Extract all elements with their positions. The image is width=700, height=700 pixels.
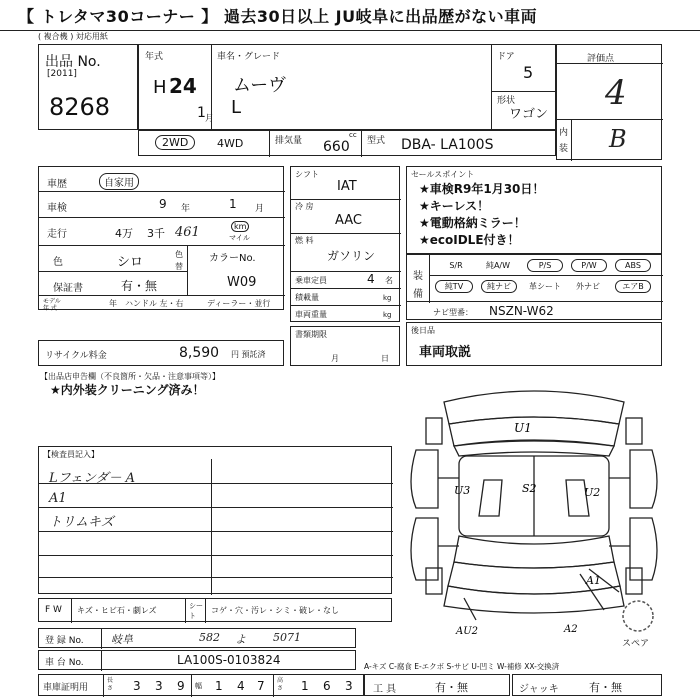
displacement-label: 排気量: [275, 136, 303, 146]
cooling-value: AAC: [335, 213, 362, 228]
fw-text-2: コゲ・穴・汚レ・シミ・破レ・なし: [211, 606, 339, 615]
equip-aw: 純A/W: [485, 261, 511, 270]
reg-box: [38, 628, 356, 648]
docs-box: [290, 326, 400, 366]
color-change-2: 替: [175, 262, 183, 271]
color-change-1: 色: [175, 250, 183, 259]
interior-label-1: 内: [559, 128, 569, 138]
navi-label: ナビ型番：: [433, 308, 473, 317]
legend: A-キズ C-腐食 E-エクボ S-サビ U-凹ミ W-補修 XX-交換済: [364, 662, 560, 671]
fuel-value: ガソリン: [327, 249, 376, 263]
fw-box: [38, 598, 392, 622]
jack-box: [512, 674, 662, 696]
selling-point-4: ★ecoIDLE付き！: [419, 233, 520, 247]
inspector-box: [38, 446, 392, 594]
mileage-label: 走行: [47, 229, 67, 240]
interior-label-2: 装: [559, 144, 569, 154]
selling-points-label: セールスポイント: [411, 170, 475, 179]
tools-box: [364, 674, 510, 696]
notes-text: ★内外装クリーニング済み！: [50, 383, 205, 397]
later-docs-label: 後日品: [411, 326, 435, 335]
weight-label: 車両重量: [295, 310, 327, 319]
equip-sr: S/R: [449, 261, 463, 270]
equip-abs: ABS: [615, 259, 651, 272]
cert-hgt-3: 3: [345, 679, 353, 693]
chassis-label: 車 台 No.: [45, 658, 84, 668]
reg-hw-4: 5071: [273, 631, 301, 644]
year-month: 1: [197, 105, 206, 121]
inspector-line-3: トリムキズ: [49, 515, 114, 530]
score-box: [556, 44, 662, 160]
color-label: 色: [53, 257, 63, 268]
fw-label: F W: [45, 605, 62, 615]
year-month-unit: 月: [205, 114, 215, 124]
chassis-value: LA100S-0103824: [177, 653, 281, 667]
drive-4wd: 4WD: [217, 137, 244, 150]
cert-len-2: 3: [155, 679, 163, 693]
selling-point-1: ★車検R9年1月30日！: [419, 182, 545, 196]
drive-2wd: 2WD: [155, 135, 195, 150]
top-info-box: [138, 44, 556, 130]
tools-label: 工 具: [373, 684, 397, 695]
cert-hgt-1: 1: [301, 679, 309, 693]
interior-value: B: [609, 125, 627, 153]
mileage-hw: 461: [175, 225, 200, 240]
cert-wid-2: 4: [237, 679, 245, 693]
selling-point-3: ★電動格納ミラー！: [419, 216, 526, 230]
equip-pw: P/W: [571, 259, 607, 272]
fw-text: キズ・ヒビ石・劇レズ: [77, 606, 157, 615]
banner-text: 【 トレタマ30コーナー 】 過去30日以上 JU岐阜に出品歴がない車両: [18, 7, 538, 26]
mark-s2: S2: [522, 482, 537, 495]
cert-len-1: 3: [133, 679, 141, 693]
model-grade: L: [231, 97, 242, 118]
history-label: 車歴: [47, 179, 67, 190]
navi-model: NSZN-W62: [489, 304, 554, 318]
cert-wid-1: 1: [215, 679, 223, 693]
model-year-handle: ハンドル 左・右: [125, 299, 184, 308]
inspector-label: 【検査員記入】: [43, 450, 99, 459]
equipment-box: [406, 254, 662, 320]
fuel-label: 燃 料: [295, 236, 314, 245]
mark-au2: AU2: [456, 626, 479, 637]
mark-a1: A1: [586, 574, 601, 587]
shape-value: ワゴン: [509, 107, 549, 122]
color-no-label: カラーNo.: [209, 253, 256, 264]
spare-tire-icon: [618, 598, 658, 634]
inspection-year-unit: 年: [181, 204, 191, 214]
equip-navi: 純ナビ: [481, 280, 517, 293]
recycle-value: 8,590: [179, 345, 220, 361]
model-year-label-1: モデル: [43, 298, 61, 305]
equip-airbag: エアB: [615, 280, 651, 293]
mileage-sen: 3千: [147, 227, 165, 240]
doors-label: ドア: [497, 52, 515, 62]
type-label: 型式: [367, 136, 386, 146]
reg-hw-1: 岐阜: [111, 633, 133, 646]
inspector-line-2: A1: [49, 491, 67, 506]
shift-label: シフト: [295, 170, 319, 179]
fw-sheet-2: ト: [189, 612, 196, 620]
lot-label: 出品 No.: [45, 54, 101, 70]
equip-tv: 純TV: [435, 280, 473, 293]
color-value: シロ: [117, 255, 144, 270]
lot-box: [38, 44, 138, 130]
model-year-year: 年: [109, 299, 117, 308]
cert-wid-3: 7: [257, 679, 265, 693]
capacity-label: 乗車定員: [295, 276, 327, 285]
load-label: 積載量: [295, 293, 319, 302]
type-value: DBA- LA100S: [401, 137, 494, 153]
lot-number: 8268: [49, 93, 111, 121]
mark-u3: U3: [454, 484, 471, 497]
spec-box: [290, 166, 400, 322]
equipment-label-1: 装: [413, 271, 423, 282]
recycle-box: [38, 340, 284, 366]
lot-stamp: [2011]: [47, 69, 77, 79]
cert-len: 長さ: [107, 677, 114, 692]
year-value: 24: [169, 74, 197, 98]
docs-label: 書類期限: [295, 330, 327, 339]
model-label: 車名・グレード: [217, 52, 281, 62]
notes-label: 【出品店申告欄（不良箇所・欠品・注意事項等）】: [40, 372, 220, 381]
color-no-value: W09: [227, 275, 257, 290]
displacement-unit: cc: [349, 131, 357, 139]
displacement-value: 660: [323, 139, 350, 155]
cert-hgt: 高さ: [277, 677, 284, 692]
model-year-label-2: 年 式: [43, 305, 57, 312]
selling-points-box: [406, 166, 662, 254]
score-label: 評価点: [587, 54, 615, 64]
jack-value: 有・無: [589, 681, 622, 694]
fw-sheet-1: シー: [189, 602, 203, 610]
drive-box: [138, 130, 556, 156]
jack-label: ジャッキ: [519, 684, 559, 695]
equipment-label-2: 備: [413, 289, 423, 300]
mark-a2: A2: [564, 624, 578, 635]
mileage-man: 4万: [115, 227, 133, 240]
history-value: 自家用: [99, 173, 139, 190]
doors-value: 5: [523, 63, 534, 82]
later-docs-box: [406, 322, 662, 366]
mileage-km: km: [231, 221, 249, 232]
mileage-mile: マイル: [229, 234, 250, 242]
shift-value: IAT: [337, 179, 357, 194]
shape-label: 形状: [497, 96, 516, 106]
year-era: H: [153, 77, 167, 98]
cert-wid: 幅: [195, 682, 202, 690]
inspection-month-unit: 月: [255, 204, 265, 214]
chassis-box: [38, 650, 356, 670]
capacity-unit: 名: [385, 276, 393, 285]
docs-month: 月: [331, 354, 339, 363]
cooling-label: 冷 房: [295, 202, 314, 211]
reg-label: 登 録 No.: [45, 636, 84, 646]
docs-day: 日: [381, 354, 389, 363]
model-year-dealer: ディーラー・並行: [207, 299, 271, 308]
model-name: ムーヴ: [233, 75, 287, 96]
mark-u1: U1: [514, 421, 532, 435]
warranty-value: 有・無: [121, 279, 158, 293]
banner: [0, 0, 700, 31]
equip-ext-navi: 外ナビ: [576, 282, 600, 291]
reg-hw-2: 582: [199, 631, 220, 644]
inspection-month: 1: [229, 197, 237, 211]
inspection-label: 車検: [47, 203, 67, 214]
tools-value: 有・無: [435, 681, 468, 694]
load-unit: kg: [383, 294, 392, 302]
cert-label: 車庫証明用: [43, 683, 89, 693]
equip-leather: 革シート: [529, 282, 561, 291]
mark-u2: U2: [584, 486, 601, 499]
inspector-line-1: Lフェンダ－ A: [49, 471, 135, 486]
equip-ps: P/S: [527, 259, 563, 272]
reg-hw-3: よ: [235, 633, 246, 646]
warranty-label: 保証書: [53, 283, 83, 294]
inspection-year: 9: [159, 197, 167, 211]
recycle-label: リサイクル料金: [45, 351, 107, 361]
year-label: 年式: [145, 52, 164, 62]
cert-box: [38, 674, 364, 696]
weight-unit: kg: [383, 311, 392, 319]
cert-hgt-2: 6: [323, 679, 331, 693]
details-box: [38, 166, 284, 310]
sub-header: ( 複合機 ) 対応用紙: [38, 32, 108, 41]
cert-len-3: 9: [177, 679, 185, 693]
capacity-value: 4: [367, 272, 375, 286]
score-value: 4: [605, 73, 627, 113]
later-docs-value: 車両取説: [419, 345, 472, 360]
selling-point-2: ★キーレス！: [419, 199, 490, 213]
recycle-unit: 円 預託済: [231, 350, 266, 359]
spare-label: スペア: [622, 639, 650, 649]
